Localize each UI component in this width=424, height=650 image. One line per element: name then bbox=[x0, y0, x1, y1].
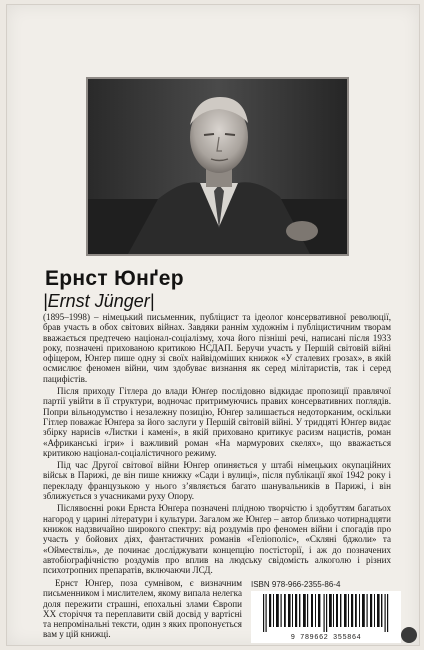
barcode-number: 9 789662 355864 bbox=[290, 634, 362, 642]
biography-paragraph: Під час Другої світової війни Юнґер опиняється у штабі німецьких окупаційних військ в Парижі, де він пише книжку «Сади і вулиці», після публікації якої 1942 року і перекладу французькою у нього з’являється багато шанувальників в Парижі, і він зближується з учасниками руху Опору. bbox=[43, 460, 391, 502]
biography-text bbox=[43, 312, 391, 577]
author-name-original: |Ernst Jünger| bbox=[43, 291, 155, 311]
author-portrait-photo bbox=[86, 77, 349, 256]
book-back-cover bbox=[6, 4, 420, 646]
barcode-bars bbox=[261, 594, 391, 632]
biography-paragraph: (1895–1998) – німецький письменник, публіцист та ідеолог консервативної революції, брав участь в обох світових війнах. Завдяки раннім художнім і публіцистичним творам вважається предтечею націонал-соціалізму, хоча його пізніші речі, написані після 1933 року, позначені прихованою критикою НСДАП. Беручи участь у Першій світовій війні офіцером, Юнґер пише одну зі своїх найвідоміших книжок «У сталевих грозах», в якій осмислює феномен війни, чим здобуває визнання як серед мілітаристів, так і серед пацифістів. bbox=[43, 312, 391, 384]
author-name-heading: Ернст Юнґер bbox=[45, 267, 184, 290]
biography-paragraph: Післявоєнні роки Ернста Юнґера позначені плідною творчістю і здобуттям багатьох нагород у царині літератури і культури. Загалом же Юнґер – автор близько чотирнадцяти книжок надзвичайно широкого спектру: від роздумів про феномен війни і спогадів про участь у бойових діях, фантастичних романів «Геліополіс», «Скляні бджоли» та «Оймествіль», де починає досліджувати концепцію постісторії, і аж до позначених автобіографічністю роздумів про вплив на людську свідомість алкоголю і різних психотропних препаратів, включаючи ЛСД. bbox=[43, 503, 391, 576]
closing-paragraph: Ернст Юнґер, поза сумнівом, є визначним письменником і мислителем, якому випала нелегка доля пережити страшні, епохальні злами Європи XX сторіччя та переплавити свій досвід у вартісні та непромінальні тексти, один з яких пропонується вам у цій книжці. bbox=[43, 578, 242, 640]
corner-logo-icon bbox=[401, 627, 417, 643]
biography-paragraph: Після приходу Гітлера до влади Юнґер послідовно відкидає пропозиції правлячої партії увійти в її структури, водночас притримуючись правих консервативних поглядів. Попри вільнодумство і незалежну позицію, Юнґер залишається недоторканим, оскільки Гітлер поважає Юнґера за його заслуги у Першій світовій війні. У тридцяті Юнґер видає збірку нарисів «Листки і камені», в якій приховано критикує расизм нацистів, роман «Африканські ігри» і важливий роман «На мармурових скелях», що вважається критикою націонал-соціалістичного режиму. bbox=[43, 386, 391, 458]
isbn-label: ISBN 978-966-2355-86-4 bbox=[251, 580, 341, 589]
barcode bbox=[251, 591, 401, 643]
